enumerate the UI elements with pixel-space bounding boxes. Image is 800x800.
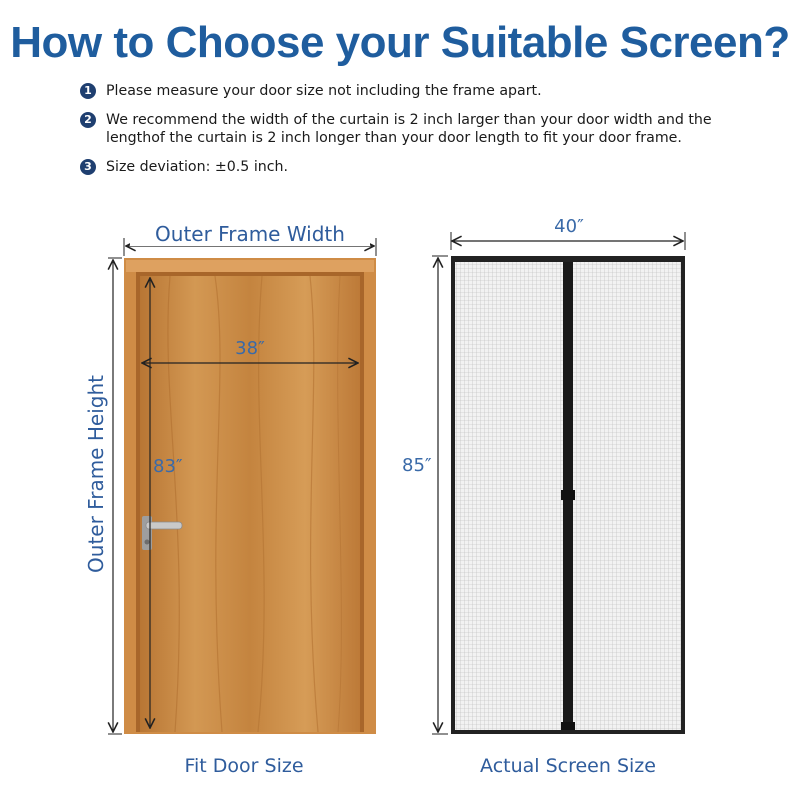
step-text: Please measure your door size not including the frame apart. <box>106 83 542 99</box>
step-number-badge: 3 <box>80 159 96 175</box>
screen-width-value: 40″ <box>546 216 592 237</box>
page-title: How to Choose your Suitable Screen? <box>10 18 790 67</box>
screen-height-value: 85″ <box>402 455 432 476</box>
door-height-value: 83″ <box>153 456 183 477</box>
step-number-badge: 1 <box>80 83 96 99</box>
step-text: Size deviation: ±0.5 inch. <box>106 159 289 175</box>
outer-frame-height-label: Outer Frame Height <box>84 375 108 573</box>
screen-caption: Actual Screen Size <box>480 755 656 777</box>
magnetic-screen <box>451 256 685 734</box>
outer-frame-width-label: Outer Frame Width <box>130 222 370 246</box>
step-number-badge: 2 <box>80 112 96 128</box>
step-text: We recommend the width of the curtain is 2 inch larger than your door width and the lengthof the curtain is 2 inch longer than your door length to fit your door frame. <box>106 112 712 146</box>
door-width-value: 38″ <box>235 338 265 359</box>
door-caption: Fit Door Size <box>184 755 304 777</box>
